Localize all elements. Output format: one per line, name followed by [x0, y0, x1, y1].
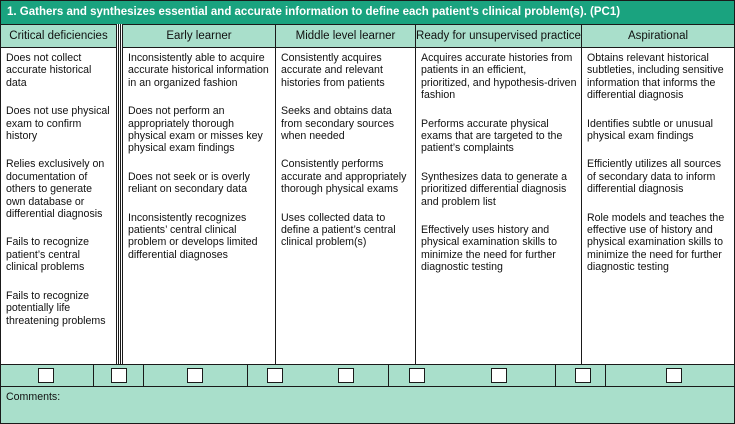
form-title: 1. Gathers and synthesizes essential and accurate information to define each patient’s clinical problem(s). (PC1): [1, 1, 734, 24]
list-item: Performs accurate physical exams that are targeted to the patient’s complaints: [421, 117, 563, 155]
list-item: Relies exclusively on documentation of others to generate own database or differential diagnosis: [6, 158, 105, 221]
column-middle-level-learner: [276, 48, 415, 364]
list-item: Efficiently utilizes all sources of secondary data to inform differential diagnosis: [587, 158, 722, 196]
list-item: Does not perform an appropriately thorough physical exam or misses key physical exam findings: [128, 105, 263, 155]
column-divider: [275, 24, 276, 364]
rating-checkbox-row: [1, 364, 734, 387]
rating-checkbox[interactable]: [267, 368, 283, 383]
list-item: Consistently acquires accurate and relevant histories from patients: [281, 52, 385, 89]
header-early-learner: Early learner: [123, 24, 275, 48]
list-item: Fails to recognize patient’s central clinical problems: [6, 236, 90, 274]
header-middle-level-learner: Middle level learner: [276, 24, 415, 48]
rating-checkbox[interactable]: [409, 368, 425, 383]
column-divider: [122, 24, 123, 364]
column-divider: [581, 24, 582, 364]
list-item: Consistently performs accurate and appropriately thorough physical exams: [281, 158, 407, 196]
list-item: Acquires accurate histories from patients in an efficient, prioritized, and hypothesis-driven fashion: [421, 52, 577, 102]
rating-checkbox[interactable]: [666, 368, 682, 383]
comments-field[interactable]: [1, 387, 734, 423]
header-aspirational: Aspirational: [582, 24, 734, 48]
column-divider: [120, 24, 121, 365]
column-divider: [116, 24, 117, 364]
list-item: Does not collect accurate historical data: [6, 52, 92, 89]
list-item: Obtains relevant historical subtleties, including sensitive information that informs the differential diagnosis: [587, 52, 724, 102]
header-critical-deficiencies: Critical deficiencies: [1, 24, 116, 48]
rating-checkbox[interactable]: [187, 368, 203, 383]
list-item: Fails to recognize potentially life threatening problems: [6, 289, 106, 327]
list-item: Uses collected data to define a patient’s central clinical problem(s): [281, 211, 396, 249]
rating-checkbox[interactable]: [38, 368, 54, 383]
rating-checkbox[interactable]: [338, 368, 354, 383]
list-item: Effectively uses history and physical examination skills to minimize the need for further diagnostic testing: [421, 224, 558, 274]
rating-divider: [555, 365, 556, 387]
rating-divider: [388, 365, 389, 387]
list-item: Inconsistently recognizes patients’ central clinical problem or develops limited differential diagnoses: [128, 211, 258, 261]
column-aspirational: [582, 48, 734, 364]
rating-divider: [93, 365, 94, 387]
list-item: Role models and teaches the effective use of history and physical examination skills to minimize the need for further diagnostic testing: [587, 211, 725, 274]
column-early-learner: [123, 48, 275, 364]
column-divider: [118, 24, 119, 365]
comments-label: Comments:: [6, 391, 61, 403]
rating-checkbox[interactable]: [575, 368, 591, 383]
rating-checkbox[interactable]: [111, 368, 127, 383]
rating-checkbox[interactable]: [491, 368, 507, 383]
list-item: Identifies subtle or unusual physical exam findings: [587, 117, 714, 143]
rating-divider: [605, 365, 606, 387]
list-item: Does not seek or is overly reliant on secondary data: [128, 170, 250, 196]
list-item: Synthesizes data to generate a prioritized differential diagnosis and problem list: [421, 170, 568, 208]
column-critical-deficiencies: [1, 48, 116, 364]
column-ready-unsupervised: [416, 48, 581, 364]
list-item: Does not use physical exam to confirm history: [6, 105, 110, 143]
column-divider: [415, 24, 416, 364]
rating-divider: [247, 365, 248, 387]
list-item: Inconsistently able to acquire accurate historical information in an organized fashion: [128, 52, 269, 89]
rating-divider: [143, 365, 144, 387]
header-ready-unsupervised: Ready for unsupervised practice: [416, 24, 581, 48]
list-item: Seeks and obtains data from secondary sources when needed: [281, 105, 395, 143]
